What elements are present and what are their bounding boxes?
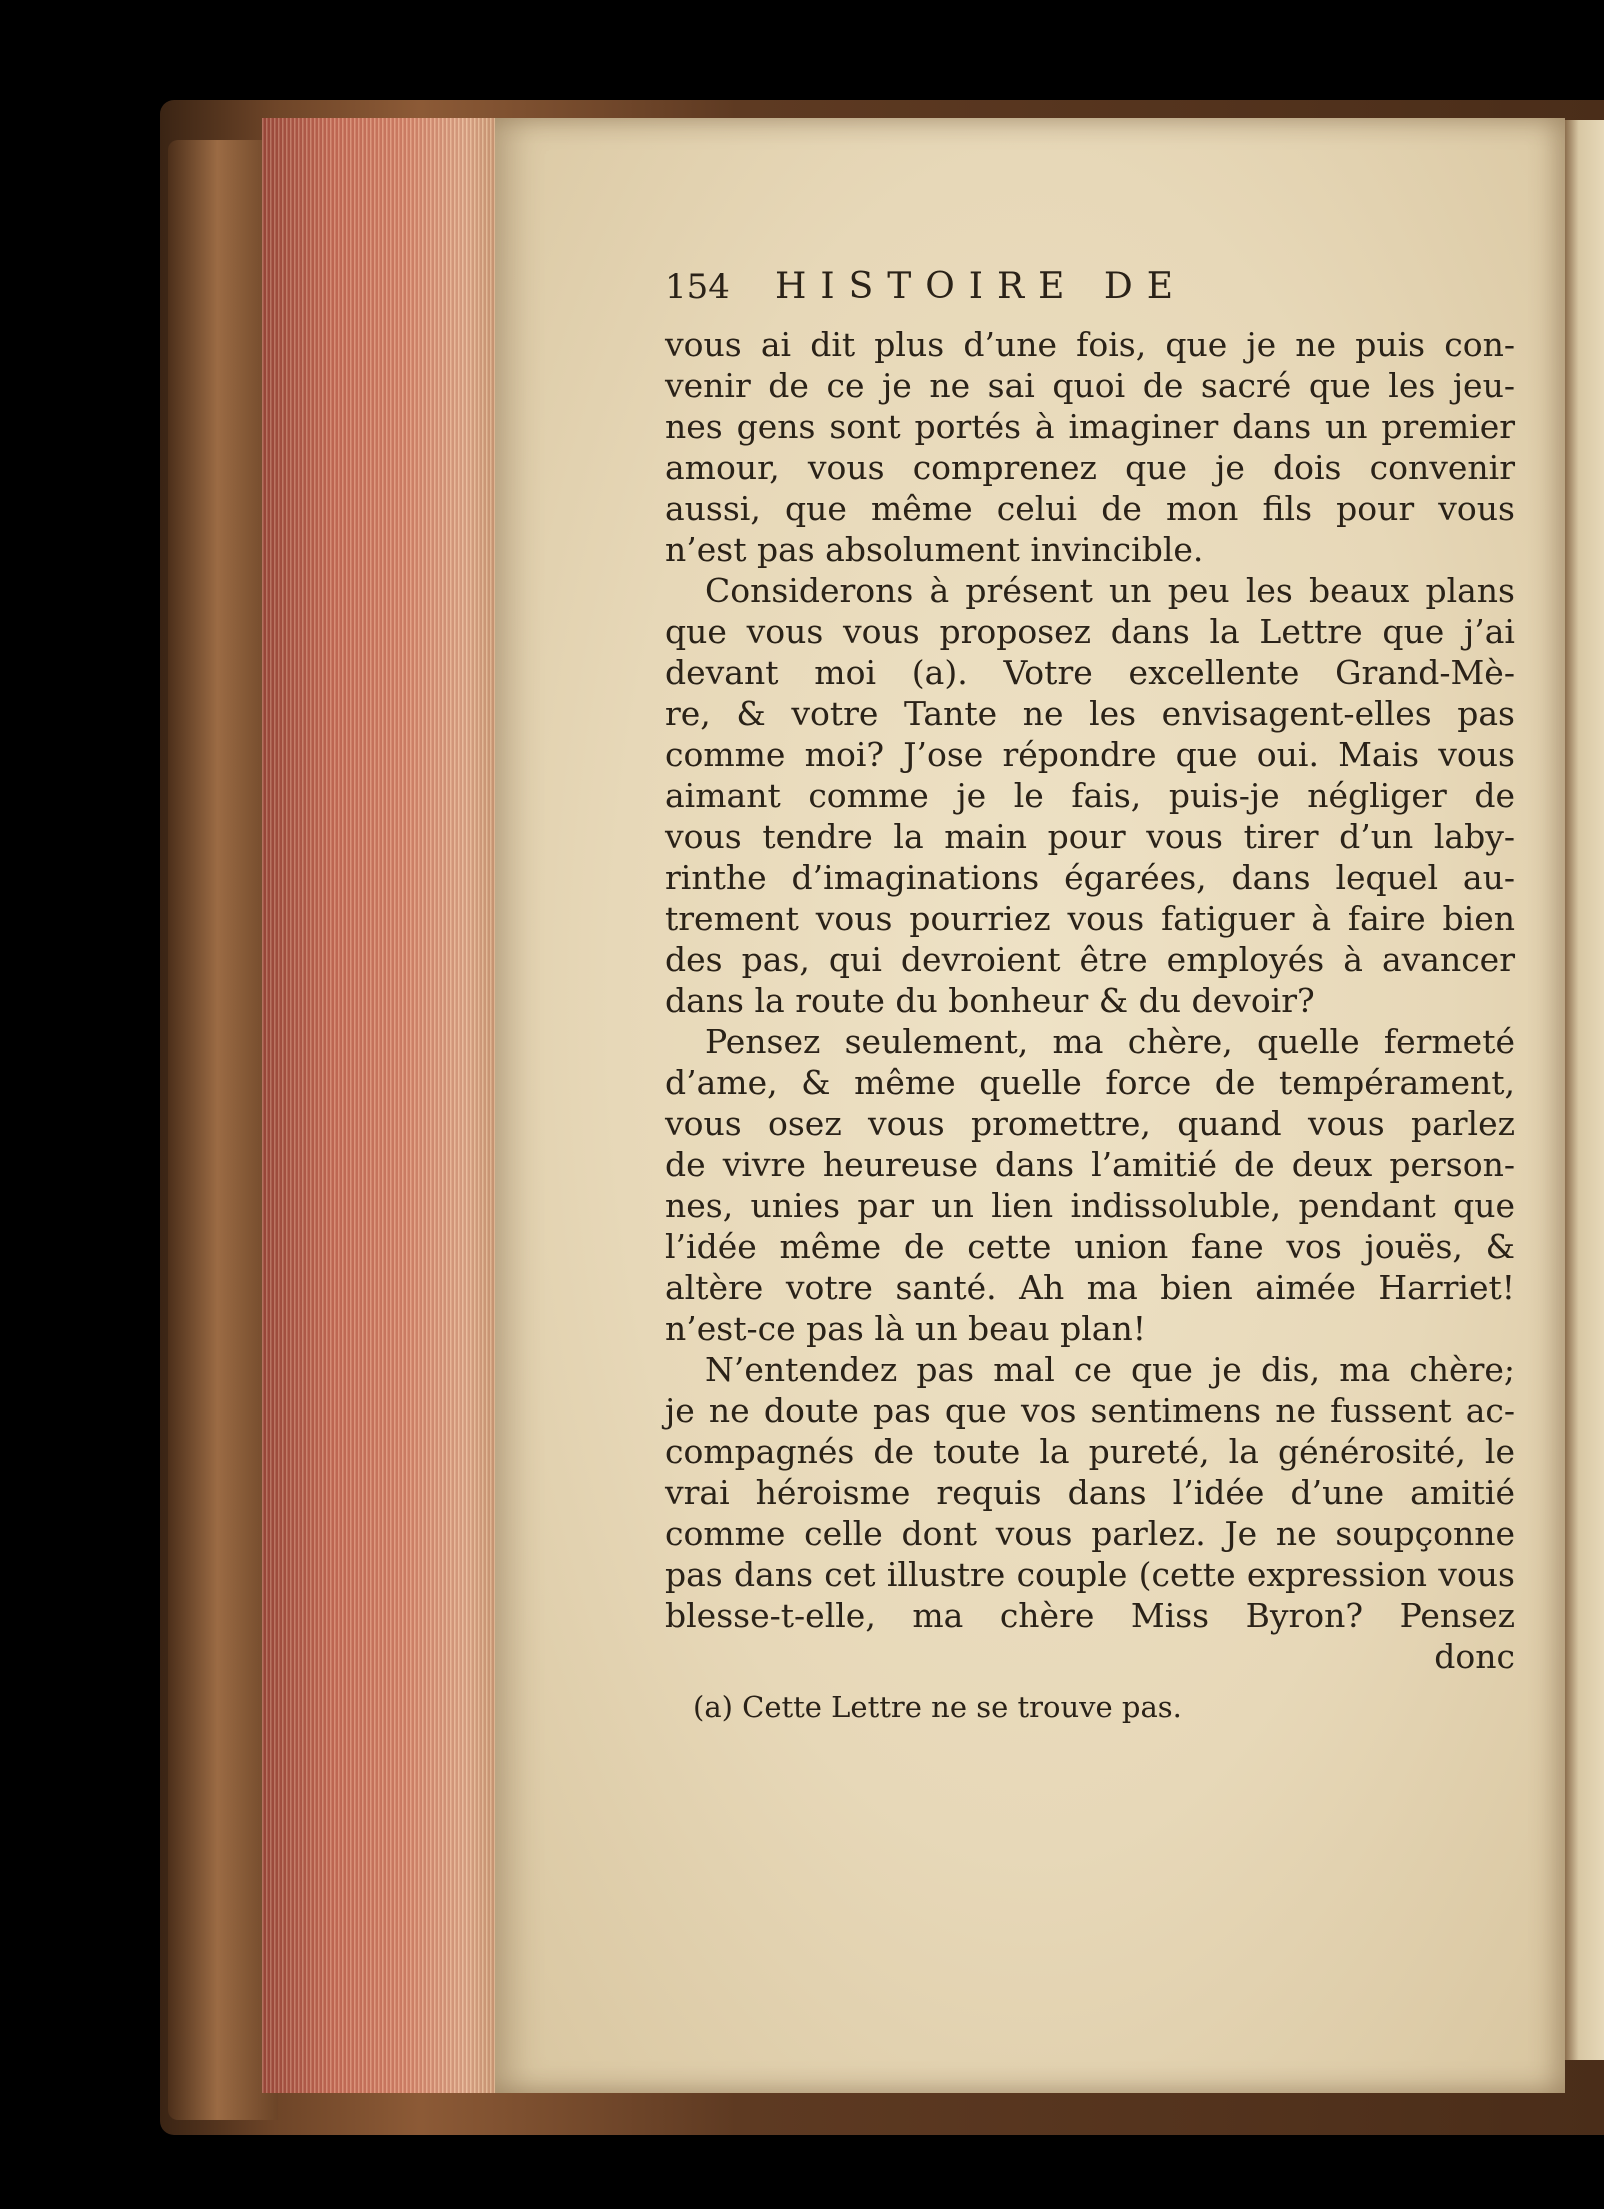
text-line: venir de ce je ne sai quoi de sacré que les jeu- [665, 366, 1515, 405]
book-page [495, 118, 1565, 2093]
text-line: n’est-ce pas là un beau plan! [665, 1309, 1146, 1348]
catchword: donc [1434, 1637, 1515, 1676]
text-line: de vivre heureuse dans l’amitié de deux person- [665, 1145, 1515, 1184]
text-line: que vous vous proposez dans la Lettre que j’ai [665, 612, 1515, 651]
running-head [665, 266, 1515, 316]
text-line: aimant comme je le fais, puis-je négliger de [665, 776, 1515, 815]
text-line: des pas, qui devroient être employés à avancer [665, 940, 1515, 979]
text-line: devant moi (a). Votre excellente Grand-Mè- [665, 653, 1515, 692]
text-line: comme moi? J’ose répondre que oui. Mais vous [665, 735, 1515, 774]
facing-page-edge [1562, 120, 1604, 2060]
text-line: pas dans cet illustre couple (cette expression vous [665, 1555, 1515, 1594]
page-text [665, 266, 1515, 1728]
text-line: altère votre santé. Ah ma bien aimée Harriet! [665, 1268, 1515, 1307]
page-number: 154 [665, 267, 730, 307]
text-line: aussi, que même celui de mon fils pour vous [665, 489, 1515, 528]
text-line: re, & votre Tante ne les envisagent-elles pas [665, 694, 1515, 733]
text-line: amour, vous comprenez que je dois convenir [665, 448, 1515, 487]
text-line: je ne doute pas que vos sentimens ne fussent ac- [665, 1391, 1515, 1430]
text-line: vrai héroisme requis dans l’idée d’une amitié [665, 1473, 1515, 1512]
text-line: Considerons à présent un peu les beaux plans [705, 571, 1515, 610]
text-line: nes gens sont portés à imaginer dans un premier [665, 407, 1515, 446]
text-line: d’ame, & même quelle force de tempérament, [665, 1063, 1515, 1102]
text-line: nes, unies par un lien indissoluble, pendant que [665, 1186, 1515, 1225]
page-fore-edge [262, 118, 502, 2093]
text-line: blesse-t-elle, ma chère Miss Byron? Pensez [665, 1596, 1515, 1635]
text-line: comme celle dont vous parlez. Je ne soupçonne [665, 1514, 1515, 1553]
text-line: n’est pas absolument invincible. [665, 530, 1204, 569]
text-line: vous ai dit plus d’une fois, que je ne puis con- [665, 325, 1515, 364]
text-line: N’entendez pas mal ce que je dis, ma chère; [705, 1350, 1515, 1389]
text-line: rinthe d’imaginations égarées, dans lequel au- [665, 858, 1515, 897]
footnote: (a) Cette Lettre ne se trouve pas. [693, 1690, 1182, 1724]
running-title: HISTOIRE DE [775, 266, 1187, 307]
text-line: compagnés de toute la pureté, la générosité, le [665, 1432, 1515, 1471]
text-line: vous osez vous promettre, quand vous parlez [665, 1104, 1515, 1143]
text-line: trement vous pourriez vous fatiguer à faire bien [665, 899, 1515, 938]
text-line: l’idée même de cette union fane vos jouës, & [665, 1227, 1515, 1266]
text-line: vous tendre la main pour vous tirer d’un laby- [665, 817, 1515, 856]
text-line: dans la route du bonheur & du devoir? [665, 981, 1315, 1020]
text-line: Pensez seulement, ma chère, quelle fermeté [705, 1022, 1515, 1061]
